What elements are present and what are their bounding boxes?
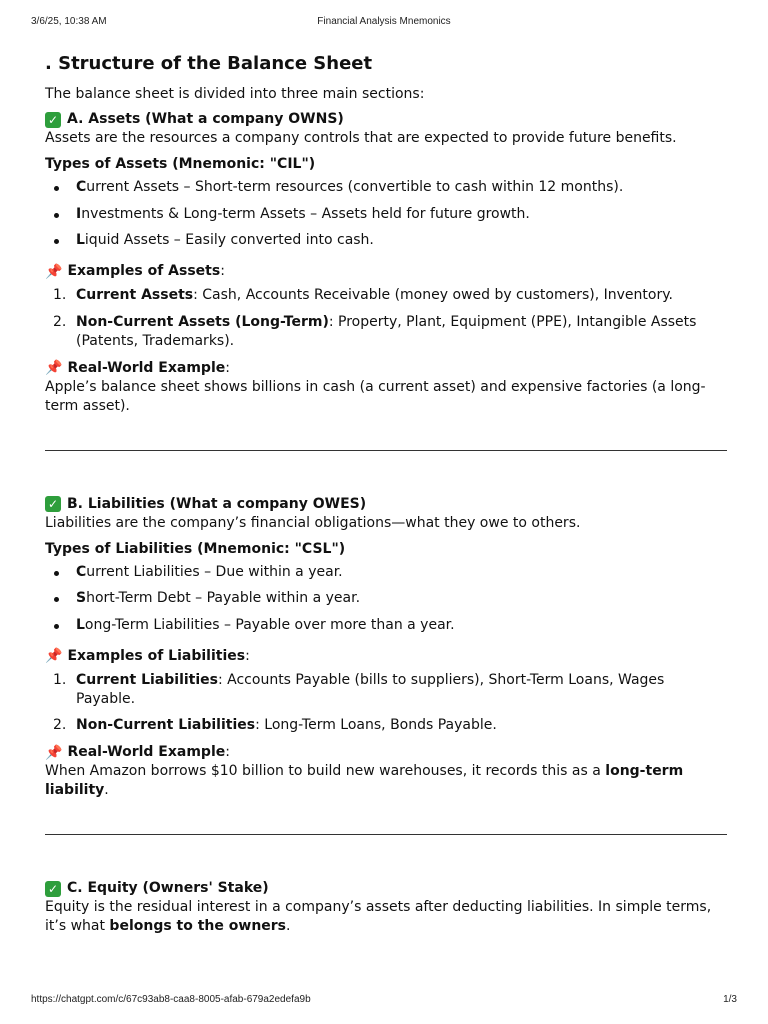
list-item-text: nvestments & Long-term Assets – Assets held for future growth. xyxy=(81,205,530,222)
assets-types-list xyxy=(45,178,727,250)
example-label: Non-Current Assets (Long-Term) xyxy=(76,313,329,330)
example-text: : Property, Plant, Equipment (PPE), Intangible Assets (Patents, Trademarks). xyxy=(76,313,697,349)
example-text: : Cash, Accounts Receivable (money owed by customers), Inventory. xyxy=(193,287,673,303)
assets-real-world-heading-text: Real-World Example xyxy=(67,359,226,376)
liabilities-examples-list xyxy=(45,671,727,736)
print-url: https://chatgpt.com/c/67c93ab8-caa8-8005-afab-679a2edefa9b xyxy=(31,994,311,1005)
mnemonic-letter: C xyxy=(76,563,87,580)
mnemonic-letter: I xyxy=(76,205,82,222)
assets-real-world-text: Apple’s balance sheet shows billions in cash (a current asset) and expensive factories (a long-term asset). xyxy=(45,378,706,414)
assets-heading-text: A. Assets (What a company OWNS) xyxy=(67,111,344,127)
mnemonic-letter: C xyxy=(76,179,87,195)
list-item-text: urrent Assets – Short-term resources (convertible to cash within 12 months). xyxy=(86,179,624,195)
example-text: : Long-Term Loans, Bonds Payable. xyxy=(255,717,497,733)
list-item xyxy=(45,589,727,608)
list-item xyxy=(45,178,727,197)
assets-examples-heading: 📌 Examples of Assets : xyxy=(45,263,225,280)
list-item-text: urrent Liabilities – Due within a year. xyxy=(86,563,343,580)
liabilities-real-world-text: When Amazon borrows $10 billion to build new warehouses, it records this as a long-term liability. xyxy=(45,763,684,798)
page-title: . Structure of the Balance Sheet xyxy=(45,53,373,74)
print-footer xyxy=(0,994,768,1008)
liabilities-section xyxy=(45,495,727,801)
check-mark-icon: ✓ xyxy=(45,496,61,512)
liabilities-examples-heading: 📌 Examples of Liabilities : xyxy=(45,647,250,664)
list-item xyxy=(45,616,727,635)
list-item-text: hort-Term Debt – Payable within a year. xyxy=(86,590,361,606)
list-item xyxy=(45,313,727,351)
list-item xyxy=(45,286,727,305)
pushpin-icon: 📌 xyxy=(45,744,63,761)
assets-section xyxy=(45,110,727,416)
list-item-text: ong-Term Liabilities – Payable over more than a year. xyxy=(84,616,455,633)
mnemonic-letter: L xyxy=(76,616,85,633)
list-number: 2. xyxy=(53,717,67,733)
assets-types-heading: Types of Assets (Mnemonic: "CIL") xyxy=(45,156,316,172)
highlight-term: long-term liability xyxy=(45,763,684,798)
print-title: Financial Analysis Mnemonics xyxy=(317,16,451,27)
equity-heading-text: C. Equity (Owners' Stake) xyxy=(67,880,269,896)
intro-text: The balance sheet is divided into three main sections: xyxy=(45,86,425,102)
highlight-term: belongs to the owners xyxy=(109,918,287,934)
mnemonic-letter: S xyxy=(76,590,87,606)
liabilities-description: Liabilities are the company’s financial obligations—what they owe to others. xyxy=(45,514,581,531)
example-text: : Accounts Payable (bills to suppliers), Short-Term Loans, Wages Payable. xyxy=(76,671,665,707)
list-item xyxy=(45,716,727,735)
liabilities-types-heading: Types of Liabilities (Mnemonic: "CSL") xyxy=(45,540,346,557)
list-item xyxy=(45,671,727,709)
liabilities-real-world-heading: 📌 Real-World Example : xyxy=(45,744,230,761)
assets-real-world-heading: 📌 Real-World Example : xyxy=(45,359,230,376)
equity-heading xyxy=(45,879,727,898)
print-header xyxy=(0,16,768,30)
page-number: 1/3 xyxy=(723,994,737,1005)
assets-heading xyxy=(45,110,727,129)
list-number: 1. xyxy=(53,671,67,688)
pushpin-icon: 📌 xyxy=(45,263,63,280)
mnemonic-letter: L xyxy=(76,232,85,248)
list-number: 2. xyxy=(53,313,67,330)
assets-examples-list xyxy=(45,286,727,351)
list-item-text: iquid Assets – Easily converted into cash. xyxy=(84,232,374,248)
list-number: 1. xyxy=(53,287,67,303)
liabilities-heading xyxy=(45,495,727,514)
example-label: Current Liabilities xyxy=(76,671,218,688)
document-content xyxy=(45,52,727,936)
check-mark-icon: ✓ xyxy=(45,881,61,897)
liabilities-examples-heading-text: Examples of Liabilities xyxy=(67,647,246,664)
example-label: Current Assets xyxy=(76,287,194,303)
liabilities-real-world-heading-text: Real-World Example xyxy=(67,744,226,760)
list-item xyxy=(45,205,727,224)
assets-description: Assets are the resources a company controls that are expected to provide future benefits. xyxy=(45,130,677,146)
print-datetime: 3/6/25, 10:38 AM xyxy=(31,16,107,27)
pushpin-icon: 📌 xyxy=(45,360,63,376)
check-mark-icon: ✓ xyxy=(45,112,61,128)
equity-section xyxy=(45,879,727,936)
liabilities-heading-text: B. Liabilities (What a company OWES) xyxy=(67,495,367,512)
example-label: Non-Current Liabilities xyxy=(76,717,256,733)
assets-examples-heading-text: Examples of Assets xyxy=(67,263,221,279)
list-item xyxy=(45,231,727,250)
equity-description: Equity is the residual interest in a company’s assets after deducting liabilities. In simple terms, it’s what belongs to the owners. xyxy=(45,899,712,934)
pushpin-icon: 📌 xyxy=(45,648,63,664)
liabilities-types-list xyxy=(45,563,727,635)
list-item xyxy=(45,563,727,582)
